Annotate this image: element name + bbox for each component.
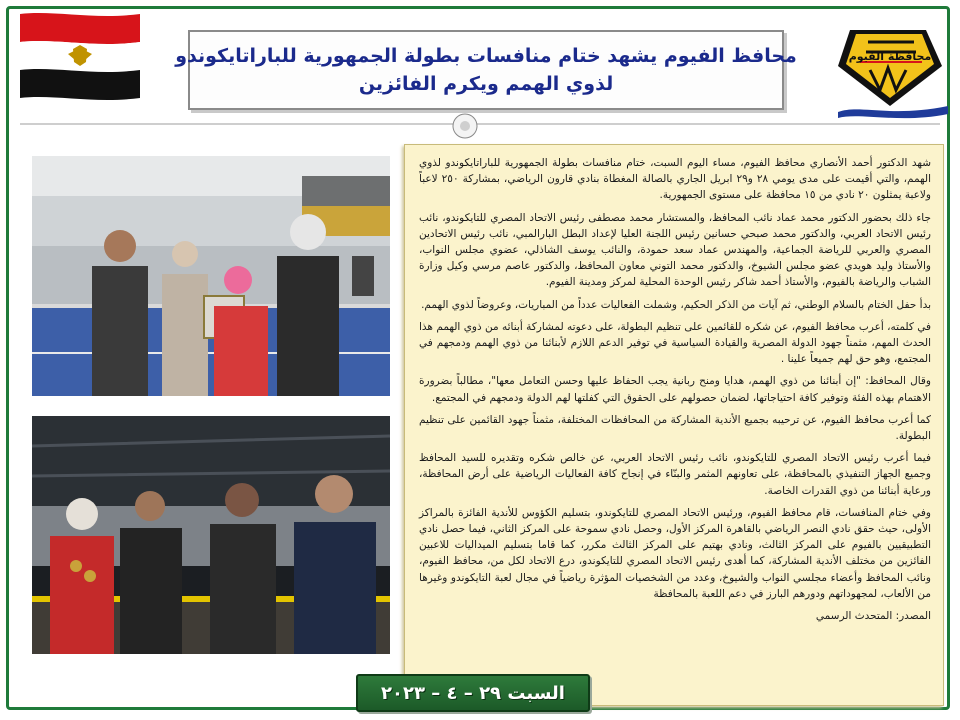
article-paragraph: كما أعرب محافظ الفيوم، عن ترحيبه بجميع الأندية المشاركة من المحافظات المختلفة، مثمناً جهود القائمين على تنظيم البطولة.	[419, 413, 931, 443]
award-ceremony-photo-2	[32, 416, 390, 654]
logo-lettering: محافظة الفيوم	[848, 50, 932, 63]
article-paragraph: وفي ختام المنافسات، قام محافظ الفيوم، ورئيس الاتحاد المصري للتايكوندو، بتسليم الكؤوس للأندية الفائزة بالمراكز الأولى، حيث حقق نادي النصر الرياضي بالقاهرة المركز الأول، وحصل نادي سموحة على المركز الثاني، فيما حصل نادي التطبيقيين بالفيوم على المركز الثالث، ونادي بهتيم على المركز الثالث مكرر، كما قاما بتسليم الميداليات للاعبين الفائزين من مختلف الأندية المشاركة، كما أهدى رئيس الاتحاد المصري للتايكوندو، درع الاتحاد لكل من، محافظ الفيوم، ونائب المحافظ وأعضاء مجلسي النواب والشيوخ، وعدد من الشخصيات المؤثرة رياضياً في مجال لعبة التايكوندو وغيرها من الألعاب، لمجهوداتهم ودورهم البارز في دعم اللعبة بالمحافظة	[419, 506, 931, 600]
article-paragraph: وقال المحافظ: "إن أبنائنا من ذوي الهمم، هدايا ومنح ربانية يجب الحفاظ عليها وحسن التعامل معها"، مطالباً بضرورة الاهتمام بهذه الفئة وتوفير كافة احتياجاتها، لضمان حصولهم على الحقوق التي كفلتها لهم الدولة ودمجهم في المجتمع.	[419, 375, 931, 404]
article-paragraph: في كلمته، أعرب محافظ الفيوم، عن شكره للقائمين على تنظيم البطولة، على دعوته لمشاركة أبنائه من ذوي الهمم هذا الحدث المهم، مثمناً جهود الدولة المصرية والقيادة السياسية في توفير الدعم اللازم لأبنائنا من ذوي الهمم ودمجهم في المجتمع، وهو حق لهم جميعاً علينا .	[419, 320, 931, 366]
decorative-divider	[20, 112, 940, 142]
article-paragraph: شهد الدكتور أحمد الأنصاري محافظ الفيوم، مساء اليوم السبت، ختام منافسات بطولة الجمهورية للباراتايكوندو لذوي الهمم، والتي أقيمت على مدى يومي ٢٨ و٢٩ ابريل الجاري بالصالة المغطاة بنادي قارون الرياضي، بمشاركة ٢٥٠ لاعباً ولاعبة يمثلون ٢٠ نادي من ١٥ محافظة على مستوى الجمهورية.	[419, 157, 931, 202]
article-paragraph: فيما أعرب رئيس الاتحاد المصري للتايكوندو، نائب رئيس الاتحاد العربي، عن خالص شكره وتقديره للسيد المحافظ وجميع الجهاز التنفيذي بالمحافظة، على تعاونهم المثمر والبنّاء في إنجاح كافة الفعاليات الرياضية على أرض المحافظة، ورعاية أبنائنا من ذوي القدرات الخاصة.	[419, 452, 931, 497]
article-paragraph: بدأ حفل الختام بالسلام الوطني، ثم آيات من الذكر الحكيم، وشملت الفعاليات عدداً من المباريات، وعروضاً لذوي الهمم.	[421, 298, 931, 311]
headline-line-1: محافظ الفيوم يشهد ختام منافسات بطولة الجمهورية للباراتايكوندو	[175, 45, 797, 67]
article-body	[404, 144, 944, 706]
fayoum-governorate-logo	[830, 8, 954, 124]
headline-box	[175, 30, 797, 110]
article-paragraph: جاء ذلك بحضور الدكتور محمد عماد نائب المحافظ، والمستشار محمد مصطفى رئيس الاتحاد المصري للتايكوندو، نائب رئيس الاتحاد العربي، والدكتور محمد صبحي حسانين رئيس اللجنة العليا لإعداد البطل البارالمبي، نائب رئيس الاتحادين المصري والعربي للرياضة الجماعية، والمهندس عماد سعد حمودة، والنائب يوسف الشاذلي، عضوي مجلس النواب، والأستاذ وليد هويدي عضو مجلس الشيوخ، والدكتور محمد التوني معاون المحافظ، والدكتور عاصم مرسي وكيل وزارة الشباب والرياضة بالفيوم، والأستاذ أحمد شاكر رئيس الوحدة المحلية لمركز ومدينة الفيوم.	[419, 211, 931, 289]
award-ceremony-photo-1	[32, 156, 390, 396]
egypt-flag-icon	[14, 10, 144, 104]
date-banner	[356, 674, 590, 712]
date-label: السبت ٢٩ – ٤ – ٢٠٢٣	[381, 682, 565, 704]
article-source: المصدر: المتحدث الرسمي	[815, 610, 931, 623]
headline-line-2: لذوي الهمم ويكرم الفائزين	[358, 73, 614, 95]
